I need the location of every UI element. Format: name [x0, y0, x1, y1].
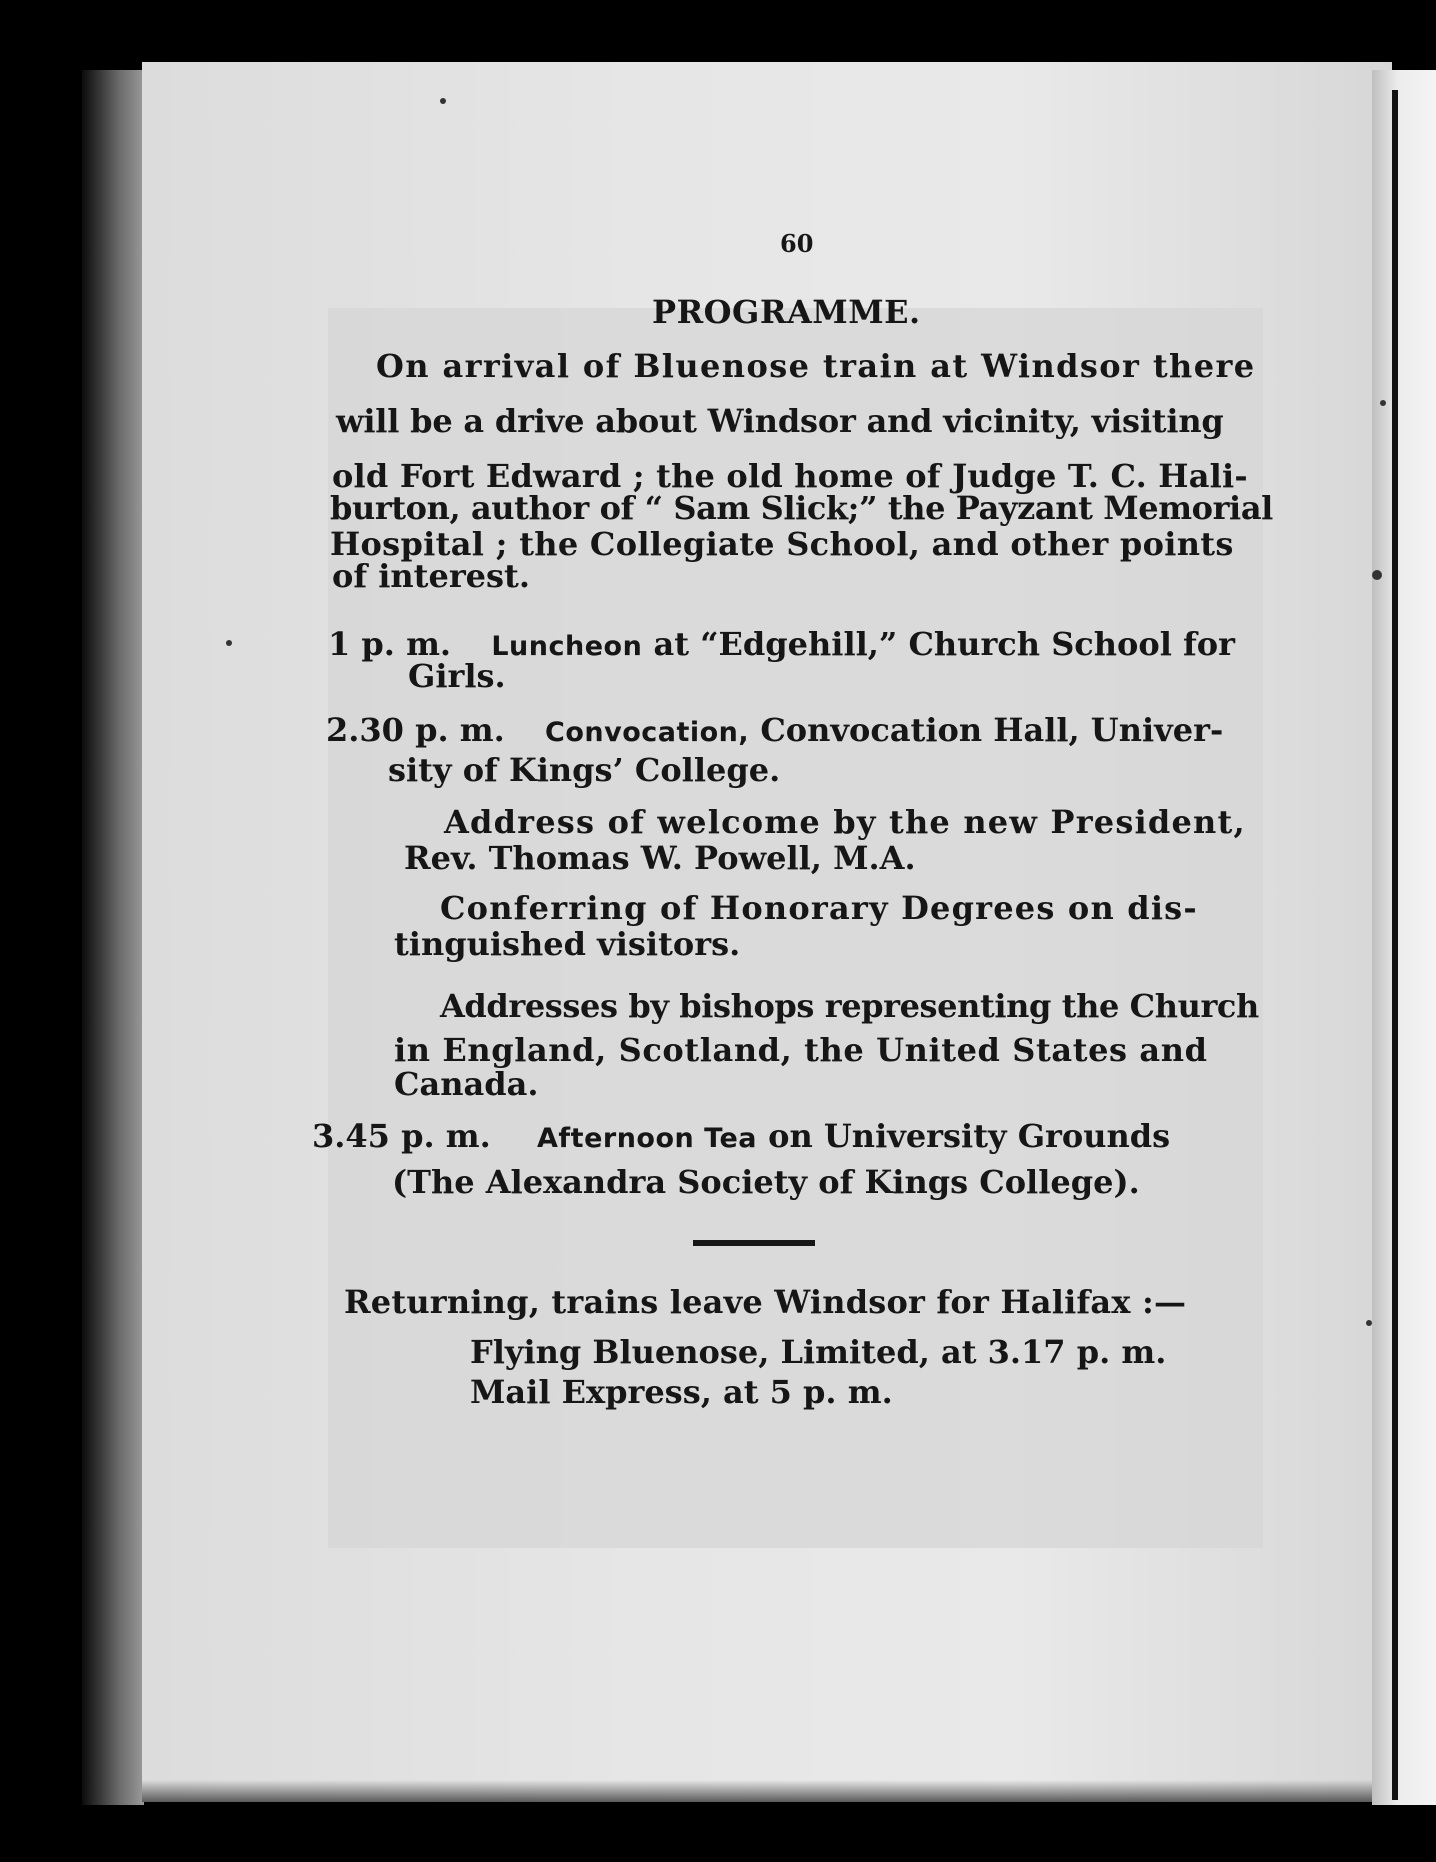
intro-line: will be a drive about Windsor and vicinity, visiting: [336, 402, 1224, 440]
detail-line: Rev. Thomas W. Powell, M.A.: [404, 839, 916, 877]
facing-page-edge: [1372, 70, 1436, 1810]
detail-line: Conferring of Honorary Degrees on dis-: [440, 889, 1198, 927]
page-bottom-shadow: [142, 1780, 1392, 1802]
returning-heading: Returning, trains leave Windsor for Halifax :—: [344, 1283, 1187, 1321]
schedule-time: 2.30 p. m.: [326, 711, 505, 749]
detail-line: Addresses by bishops representing the Church: [440, 987, 1259, 1025]
scan-bottom-edge: [82, 1805, 1436, 1862]
speck: [1366, 1320, 1372, 1326]
speck: [440, 98, 446, 104]
schedule-detail-line: (The Alexandra Society of Kings College).: [392, 1163, 1140, 1201]
detail-line: in England, Scotland, the United States and: [394, 1031, 1208, 1069]
schedule-event: Afternoon Tea: [537, 1123, 757, 1154]
detail-line: tinguished visitors.: [394, 925, 741, 963]
page-heading: PROGRAMME.: [652, 293, 921, 331]
schedule-line: [328, 625, 1235, 663]
train-line: Mail Express, at 5 p. m.: [470, 1373, 893, 1411]
book-binding-left: [82, 70, 144, 1820]
schedule-detail-line: Girls.: [408, 657, 506, 695]
schedule-detail: on University Grounds: [768, 1117, 1171, 1155]
page-number: 60: [780, 229, 814, 258]
schedule-event: Convocation,: [545, 717, 750, 748]
intro-line: burton, author of “ Sam Slick;” the Payzant Memorial: [330, 489, 1273, 527]
schedule-detail: Convocation Hall, Univer-: [760, 711, 1224, 749]
intro-line: old Fort Edward ; the old home of Judge T. C. Hali-: [332, 457, 1248, 495]
intro-line: of interest.: [332, 557, 530, 595]
section-divider: [693, 1240, 815, 1246]
schedule-event: Luncheon: [491, 631, 643, 662]
detail-line: Canada.: [394, 1065, 539, 1103]
schedule-time: 1 p. m.: [328, 625, 452, 663]
train-line: Flying Bluenose, Limited, at 3.17 p. m.: [470, 1333, 1167, 1371]
intro-line: Hospital ; the Collegiate School, and other points: [330, 525, 1234, 563]
schedule-detail-line: sity of Kings’ College.: [388, 751, 781, 789]
schedule-time: 3.45 p. m.: [312, 1117, 491, 1155]
schedule-detail: at “Edgehill,” Church School for: [653, 625, 1235, 663]
detail-line: Address of welcome by the new President,: [444, 803, 1246, 841]
intro-line: On arrival of Bluenose train at Windsor there: [376, 347, 1256, 385]
schedule-line: [312, 1117, 1171, 1155]
speck: [1372, 570, 1382, 580]
speck: [226, 640, 232, 646]
speck: [1380, 400, 1386, 406]
schedule-line: [326, 711, 1224, 749]
gutter-line: [1392, 90, 1398, 1800]
